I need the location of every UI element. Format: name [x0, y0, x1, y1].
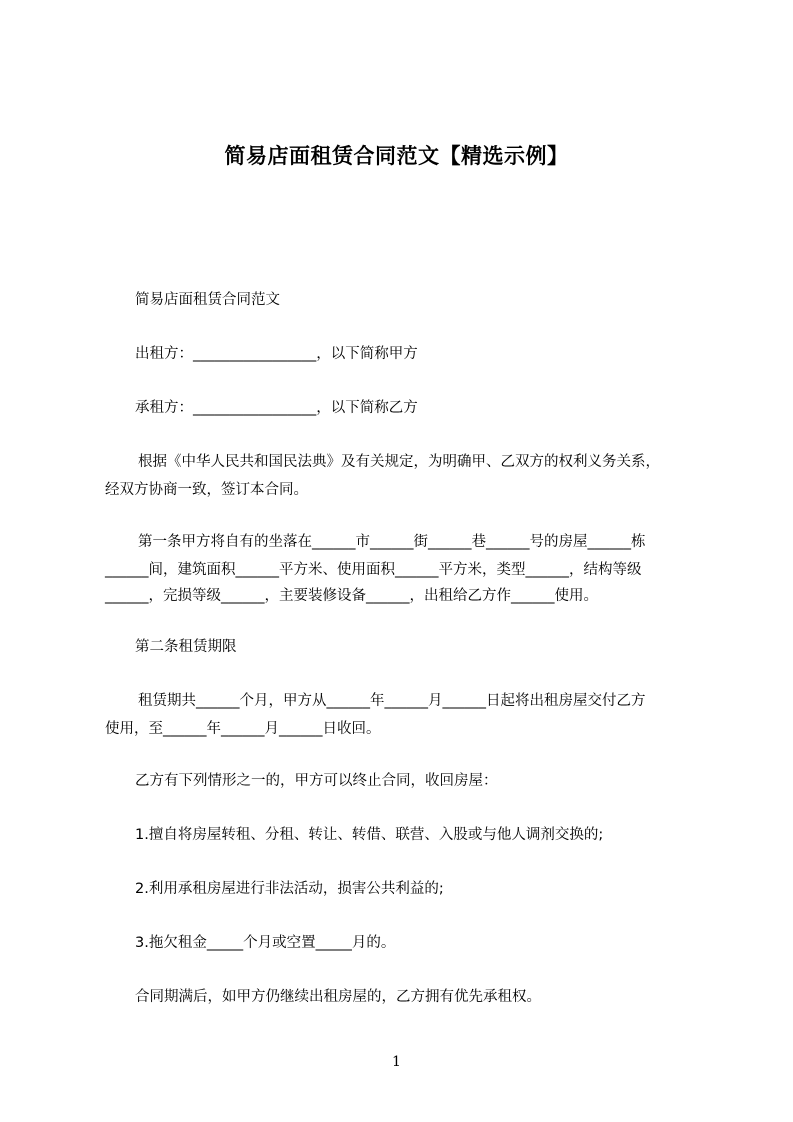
article-one-line1: 第一条甲方将自有的坐落在______市______街______巷______号的房屋______栋: [138, 534, 646, 550]
intro-paragraph-line1: 根据《中华人民共和国民法典》及有关规定，为明确甲、乙双方的权利义务关系，: [138, 454, 660, 470]
condition-item-2: 2.利用承租房屋进行非法活动，损害公共利益的;: [135, 881, 444, 897]
subtitle-paragraph: 简易店面租赁合同范文: [135, 292, 280, 308]
article-two-heading: 第二条租赁期限: [135, 639, 237, 655]
document-title: 简易店面租赁合同范文【精选示例】: [224, 144, 569, 168]
renewal-priority-paragraph: 合同期满后，如甲方仍继续出租房屋的，乙方拥有优先承租权。: [135, 989, 541, 1005]
lease-term-line2: 使用，至______年______月______日收回。: [105, 721, 381, 737]
condition-item-1: 1.擅自将房屋转租、分租、转让、转借、联营、入股或与他人调剂交换的;: [135, 827, 604, 843]
article-one-line3: ______，完损等级______，主要装修设备______，出租给乙方作______使用。: [105, 588, 598, 604]
lease-term-line1: 租赁期共______个月，甲方从______年______月______日起将出租房屋交付乙方: [138, 693, 646, 709]
lessor-line: 出租方：_________________，以下简称甲方: [135, 346, 418, 362]
article-one-line2: ______间，建筑面积______平方米、使用面积______平方米，类型______，结构等级: [105, 562, 642, 578]
lessee-line: 承租方：_________________，以下简称乙方: [135, 400, 418, 416]
condition-item-3: 3.拖欠租金_____个月或空置_____月的。: [135, 935, 396, 951]
termination-conditions-intro: 乙方有下列情形之一的，甲方可以终止合同，收回房屋：: [135, 773, 498, 789]
page-number: 1: [392, 1054, 401, 1070]
intro-paragraph-line2: 经双方协商一致，签订本合同。: [105, 482, 308, 498]
